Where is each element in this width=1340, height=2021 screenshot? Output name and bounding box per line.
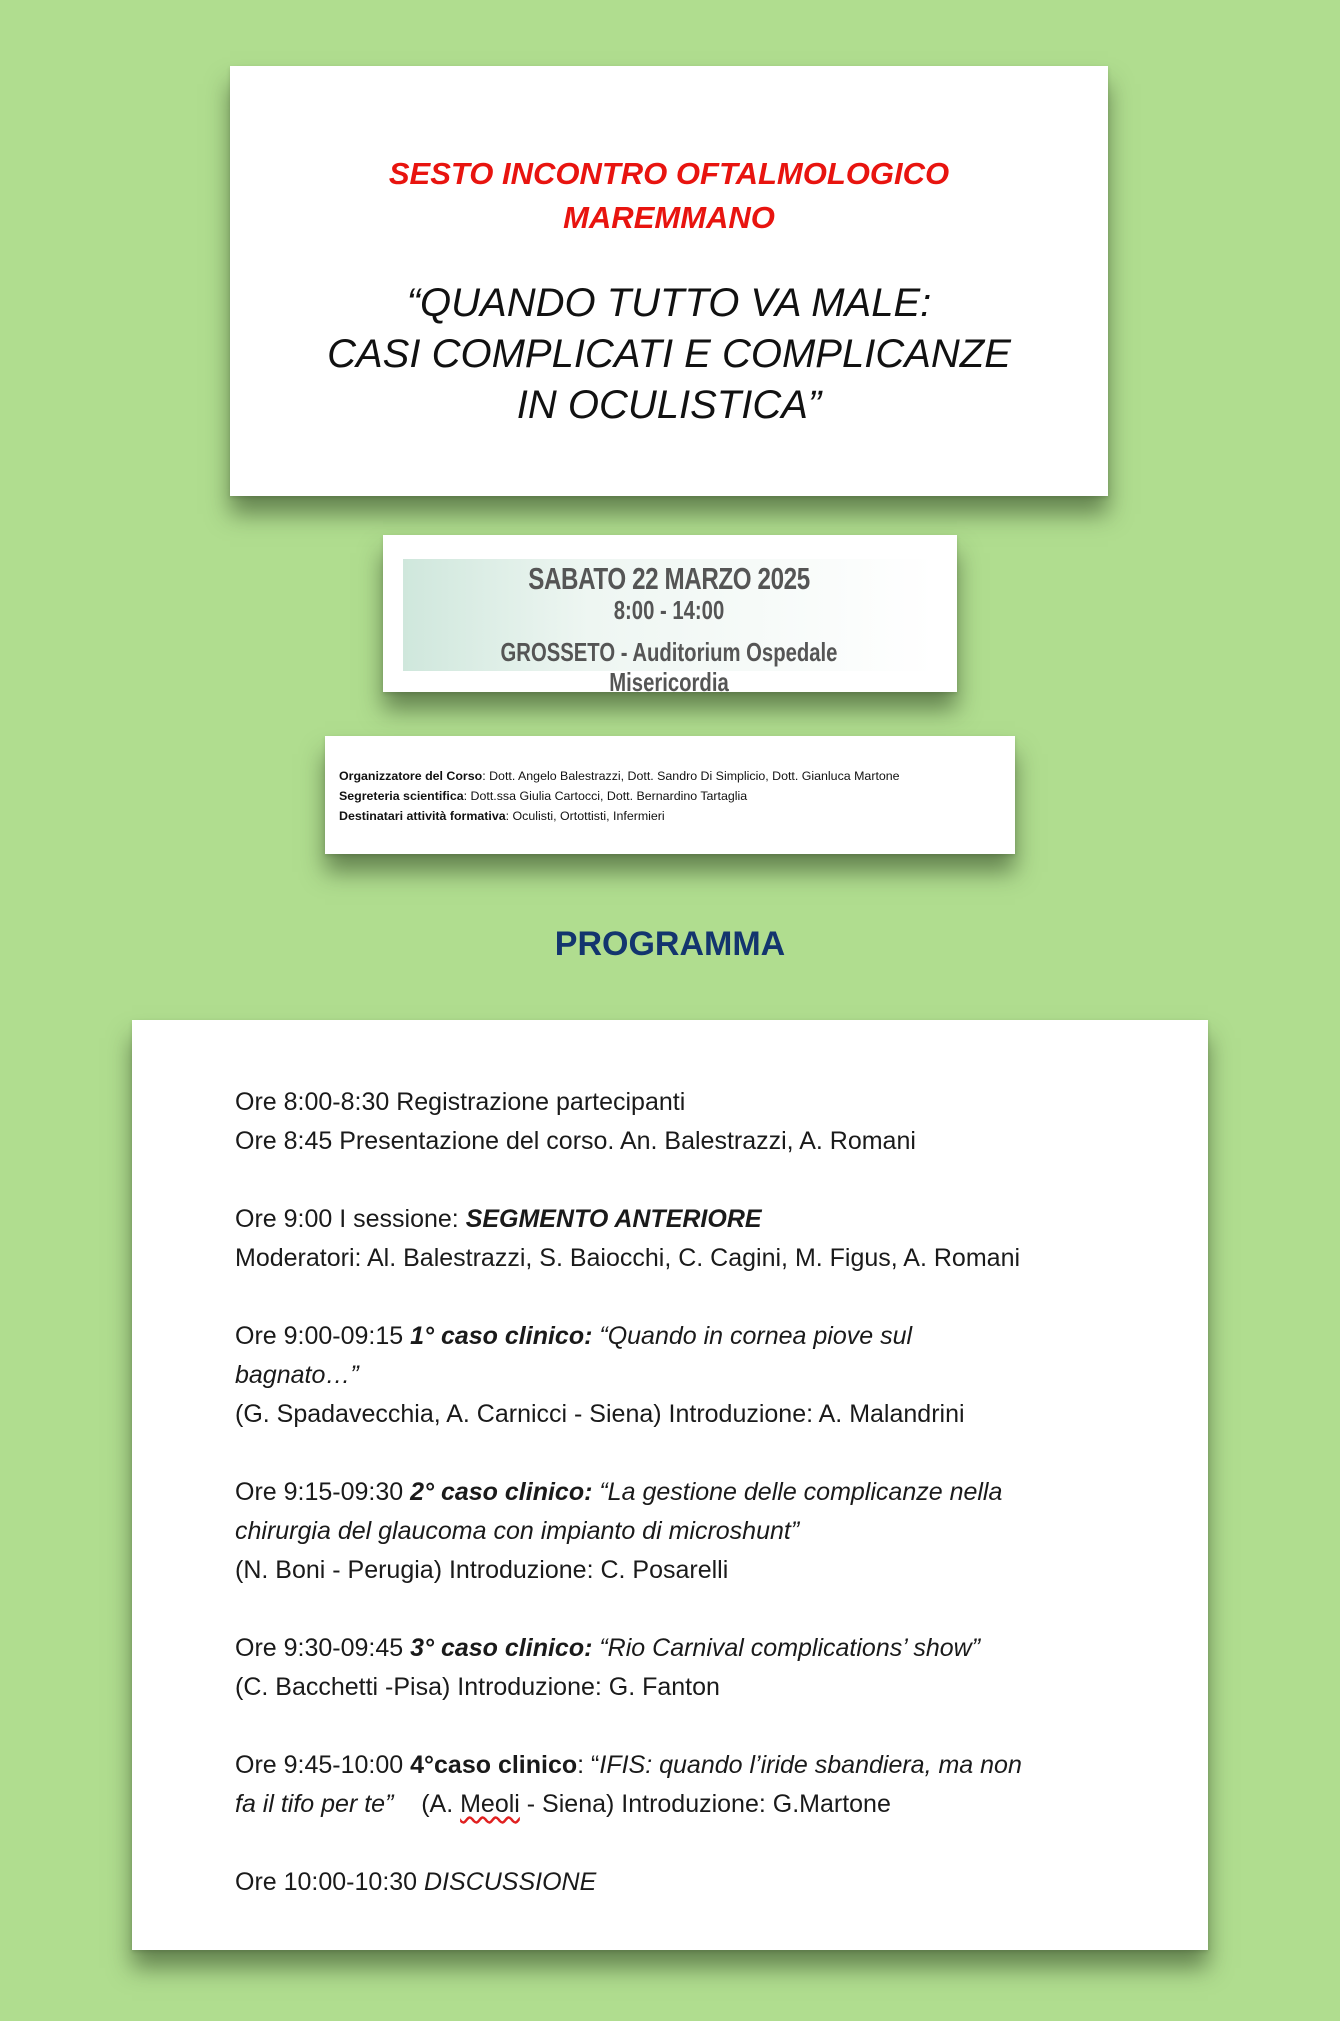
case4-line2: [235, 1785, 1135, 1824]
audience-line: [339, 806, 900, 826]
discussion-label: DISCUSSIONE: [424, 1868, 597, 1896]
case1-title-a: “Quando in cornea piove sul: [592, 1322, 913, 1350]
audience-value: : Oculisti, Ortottisti, Infermieri: [505, 809, 665, 823]
registration-line: Ore 8:00-8:30 Registrazione partecipanti: [235, 1088, 686, 1116]
case1-speakers: (G. Spadavecchia, A. Carnicci - Siena) Introduzione: A. Malandrini: [235, 1400, 965, 1428]
date-card: [383, 535, 957, 697]
presentation-line: Ore 8:45 Presentazione del corso. An. Balestrazzi, A. Romani: [235, 1127, 916, 1155]
program-item-discussion: [235, 1863, 1135, 1902]
theme-line3: IN OCULISTICA”: [516, 383, 822, 427]
organizer-value: : Dott. Angelo Balestrazzi, Dott. Sandro Di Simplicio, Dott. Gianluca Martone: [482, 769, 900, 783]
case3-title: “Rio Carnival complications’ show”: [599, 1634, 981, 1662]
event-theme: [230, 278, 1108, 431]
case1-line: [235, 1317, 1135, 1356]
case3-time: Ore 9:30-09:45: [235, 1634, 411, 1662]
session-name: SEGMENTO ANTERIORE: [465, 1205, 762, 1233]
case3-speakers: (C. Bacchetti -Pisa) Introduzione: G. Fanton: [235, 1673, 720, 1701]
event-name-line2: MAREMMANO: [563, 200, 775, 235]
event-time: 8:00 - 14:00: [613, 595, 725, 625]
case2-speakers: (N. Boni - Perugia) Introduzione: C. Posarelli: [235, 1556, 729, 1584]
program-item-case4: [235, 1746, 1135, 1824]
case4-line: [235, 1746, 1135, 1785]
case4-label: 4°caso clinico: [410, 1751, 578, 1779]
title-card: [230, 66, 1108, 496]
organizer-line: [339, 766, 900, 786]
case2-title-a: “La gestione delle complicanze nella: [599, 1478, 1003, 1506]
case4-time: Ore 9:45-10:00: [235, 1751, 411, 1779]
case4-speaker-name: Meoli: [460, 1790, 520, 1818]
program-item-case1: [235, 1317, 1135, 1434]
program-item-session: [235, 1200, 1135, 1278]
case4-speakers-post: - Siena) Introduzione: G.Martone: [519, 1790, 891, 1818]
case2-label: 2° caso clinico:: [410, 1478, 600, 1506]
event-name-line1: SESTO INCONTRO OFTALMOLOGICO: [388, 156, 950, 191]
case1-time: Ore 9:00-09:15: [235, 1322, 411, 1350]
case4-title-b: fa il tifo per te”: [235, 1790, 394, 1818]
programma-heading: PROGRAMMA: [554, 925, 786, 963]
case1-label: 1° caso clinico:: [410, 1322, 593, 1350]
program-item-case3: [235, 1629, 1135, 1707]
program-list: [235, 1083, 1135, 1941]
case3-line: [235, 1629, 1135, 1668]
program-item-case2: [235, 1473, 1135, 1590]
event-venue: GROSSETO - Auditorium Ospedale Misericordia: [500, 637, 838, 697]
session-line: [235, 1200, 1135, 1239]
organizer-label: Organizzatore del Corso: [339, 769, 483, 783]
theme-line1: “QUANDO TUTTO VA MALE:: [406, 281, 932, 325]
secretary-line: [339, 786, 900, 806]
date-banner: [403, 559, 935, 697]
case2-line: [235, 1473, 1135, 1512]
discussion-line: [235, 1863, 1135, 1902]
program-item-opening: [235, 1083, 1135, 1161]
case3-label: 3° caso clinico:: [410, 1634, 600, 1662]
theme-line2: CASI COMPLICATI E COMPLICANZE: [327, 332, 1011, 376]
case4-title-a: IFIS: quando l’iride sbandiera, ma non: [599, 1751, 1022, 1779]
session-time: Ore 9:00 I sessione:: [235, 1205, 466, 1233]
discussion-time: Ore 10:00-10:30: [235, 1868, 425, 1896]
event-date: SABATO 22 MARZO 2025: [528, 561, 810, 596]
secretary-label: Segreteria scientifica: [339, 789, 464, 803]
case4-speakers-pre: (A.: [393, 1790, 461, 1818]
case4-colon: : “: [577, 1751, 600, 1779]
case2-title-b: chirurgia del glaucoma con impianto di microshunt”: [235, 1517, 800, 1545]
case2-time: Ore 9:15-09:30: [235, 1478, 411, 1506]
secretary-value: : Dott.ssa Giulia Cartocci, Dott. Bernardino Tartaglia: [463, 789, 748, 803]
case1-title-b: bagnato…”: [235, 1361, 359, 1389]
program-card: [132, 1020, 1208, 1950]
info-card: [325, 736, 1015, 854]
event-name: [230, 152, 1108, 240]
moderators-line: Moderatori: Al. Balestrazzi, S. Baiocchi, C. Cagini, M. Figus, A. Romani: [235, 1244, 1021, 1272]
audience-label: Destinatari attività formativa: [339, 809, 506, 823]
course-info: [339, 766, 900, 826]
